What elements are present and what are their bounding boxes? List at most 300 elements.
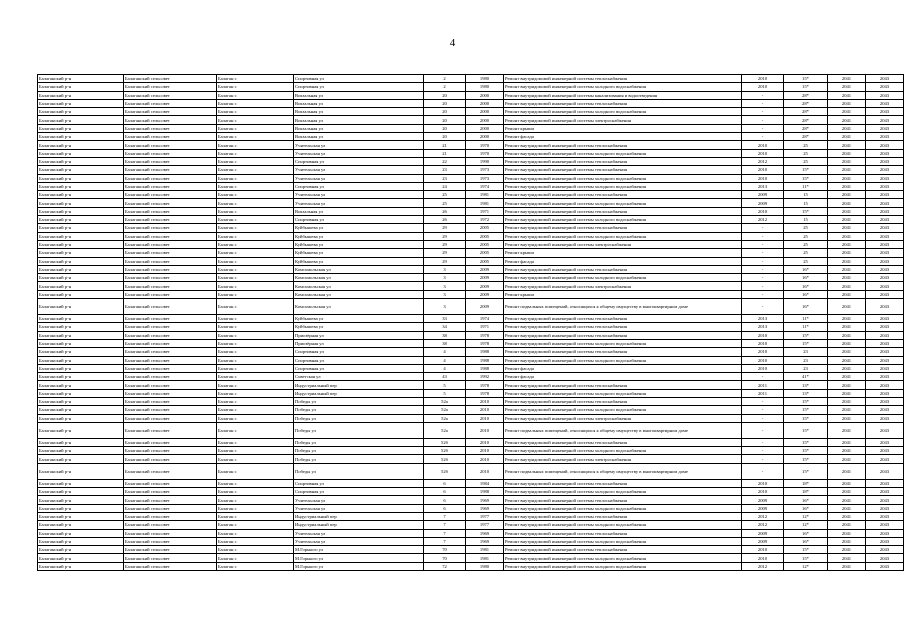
- wear-percent-cell: 15*: [784, 207, 828, 215]
- district-cell: Балаганский р-н: [38, 274, 124, 282]
- plan-end-year-cell: 2043: [866, 315, 904, 323]
- district-cell: Балаганский р-н: [38, 207, 124, 215]
- table-row: [38, 182, 904, 190]
- street-cell: Победы ул: [294, 397, 424, 405]
- locality-cell: Балаган с: [217, 447, 294, 455]
- plan-end-year-cell: 2043: [866, 141, 904, 149]
- work-type-cell: Ремонт внутридомовой инженерной системы холодного водоснабжения: [504, 356, 742, 364]
- work-type-cell: Ремонт внутридомовой инженерной системы холодного водоснабжения: [504, 554, 742, 562]
- settlement-cell: Балаганский сельсовет: [124, 240, 217, 248]
- last-repair-year-cell: 2010: [742, 174, 784, 182]
- house-number-cell: 6: [424, 488, 466, 496]
- locality-cell: Балаган с: [217, 75, 294, 83]
- settlement-cell: Балаганский сельсовет: [124, 397, 217, 405]
- house-number-cell: 52а: [424, 397, 466, 405]
- wear-percent-cell: 16*: [784, 504, 828, 512]
- street-cell: Индустриальный пер: [294, 512, 424, 520]
- house-number-cell: 22: [424, 157, 466, 165]
- house-number-cell: 52а: [424, 422, 466, 438]
- settlement-cell: Балаганский сельсовет: [124, 257, 217, 265]
- table-row: [38, 512, 904, 520]
- plan-start-year-cell: 2041: [828, 455, 866, 463]
- district-cell: Балаганский р-н: [38, 339, 124, 347]
- year-built-cell: 1988: [466, 348, 504, 356]
- settlement-cell: Балаганский сельсовет: [124, 274, 217, 282]
- district-cell: Балаганский р-н: [38, 512, 124, 520]
- house-number-cell: 7: [424, 537, 466, 545]
- street-cell: Учительская ул: [294, 529, 424, 537]
- locality-cell: Балаган с: [217, 422, 294, 438]
- table-row: [38, 124, 904, 132]
- plan-start-year-cell: 2041: [828, 166, 866, 174]
- house-number-cell: 2: [424, 75, 466, 83]
- plan-start-year-cell: 2041: [828, 108, 866, 116]
- wear-percent-cell: 28*: [784, 116, 828, 124]
- plan-start-year-cell: 2041: [828, 199, 866, 207]
- last-repair-year-cell: 2012: [742, 157, 784, 165]
- district-cell: Балаганский р-н: [38, 348, 124, 356]
- table-row: [38, 463, 904, 479]
- table-body: [38, 75, 904, 571]
- work-type-cell: Ремонт внутридомовой инженерной системы холодного водоснабжения: [504, 562, 742, 570]
- plan-end-year-cell: 2043: [866, 274, 904, 282]
- table-row: [38, 290, 904, 298]
- plan-start-year-cell: 2041: [828, 224, 866, 232]
- plan-start-year-cell: 2041: [828, 463, 866, 479]
- plan-end-year-cell: 2043: [866, 504, 904, 512]
- plan-end-year-cell: 2043: [866, 438, 904, 446]
- district-cell: Балаганский р-н: [38, 463, 124, 479]
- plan-end-year-cell: 2043: [866, 108, 904, 116]
- table-row: [38, 299, 904, 315]
- table-row: [38, 166, 904, 174]
- table-row: [38, 397, 904, 405]
- last-repair-year-cell: -: [742, 463, 784, 479]
- wear-percent-cell: 15*: [784, 414, 828, 422]
- settlement-cell: Балаганский сельсовет: [124, 496, 217, 504]
- plan-start-year-cell: 2041: [828, 75, 866, 83]
- street-cell: Спортивная ул: [294, 83, 424, 91]
- plan-start-year-cell: 2041: [828, 479, 866, 487]
- plan-start-year-cell: 2041: [828, 397, 866, 405]
- year-built-cell: 2000: [466, 133, 504, 141]
- locality-cell: Балаган с: [217, 562, 294, 570]
- plan-start-year-cell: 2041: [828, 274, 866, 282]
- settlement-cell: Балаганский сельсовет: [124, 537, 217, 545]
- plan-end-year-cell: 2043: [866, 414, 904, 422]
- settlement-cell: Балаганский сельсовет: [124, 348, 217, 356]
- plan-end-year-cell: 2043: [866, 257, 904, 265]
- last-repair-year-cell: -: [742, 265, 784, 273]
- house-number-cell: 52б: [424, 438, 466, 446]
- street-cell: Индустриальный пер: [294, 389, 424, 397]
- district-cell: Балаганский р-н: [38, 381, 124, 389]
- table-row: [38, 224, 904, 232]
- table-row: [38, 249, 904, 257]
- district-cell: Балаганский р-н: [38, 166, 124, 174]
- year-built-cell: 1988: [466, 488, 504, 496]
- locality-cell: Балаган с: [217, 124, 294, 132]
- street-cell: Вокзальная ул: [294, 207, 424, 215]
- work-type-cell: Ремонт внутридомовой инженерной системы электроснабжения: [504, 116, 742, 124]
- last-repair-year-cell: 2012: [742, 512, 784, 520]
- district-cell: Балаганский р-н: [38, 447, 124, 455]
- settlement-cell: Балаганский сельсовет: [124, 529, 217, 537]
- district-cell: Балаганский р-н: [38, 199, 124, 207]
- plan-start-year-cell: 2041: [828, 438, 866, 446]
- locality-cell: Балаган с: [217, 356, 294, 364]
- plan-start-year-cell: 2041: [828, 191, 866, 199]
- last-repair-year-cell: -: [742, 447, 784, 455]
- table-row: [38, 240, 904, 248]
- year-built-cell: 2010: [466, 397, 504, 405]
- wear-percent-cell: 13*: [784, 389, 828, 397]
- house-number-cell: 4: [424, 364, 466, 372]
- table-row: [38, 339, 904, 347]
- table-row: [38, 389, 904, 397]
- plan-end-year-cell: 2043: [866, 265, 904, 273]
- table-row: [38, 438, 904, 446]
- house-number-cell: 52б: [424, 447, 466, 455]
- work-type-cell: Ремонт внутридомовой инженерной системы канализования и водоотведения: [504, 91, 742, 99]
- table-row: [38, 133, 904, 141]
- locality-cell: Балаган с: [217, 257, 294, 265]
- work-type-cell: Ремонт внутридомовой инженерной системы холодного водоснабжения: [504, 406, 742, 414]
- last-repair-year-cell: 2010: [742, 348, 784, 356]
- plan-start-year-cell: 2041: [828, 339, 866, 347]
- table-row: [38, 504, 904, 512]
- last-repair-year-cell: -: [742, 290, 784, 298]
- house-number-cell: 25: [424, 191, 466, 199]
- last-repair-year-cell: 2010: [742, 488, 784, 496]
- house-number-cell: 33: [424, 315, 466, 323]
- wear-percent-cell: 15*: [784, 406, 828, 414]
- work-type-cell: Ремонт внутридомовой инженерной системы холодного водоснабжения: [504, 108, 742, 116]
- table-row: [38, 91, 904, 99]
- locality-cell: Балаган с: [217, 537, 294, 545]
- settlement-cell: Балаганский сельсовет: [124, 562, 217, 570]
- locality-cell: Балаган с: [217, 389, 294, 397]
- last-repair-year-cell: 2010: [742, 554, 784, 562]
- last-repair-year-cell: -: [742, 373, 784, 381]
- work-type-cell: Ремонт внутридомовой инженерной системы теплоснабжения: [504, 99, 742, 107]
- plan-start-year-cell: 2041: [828, 381, 866, 389]
- house-number-cell: 21: [424, 149, 466, 157]
- wear-percent-cell: 25: [784, 240, 828, 248]
- house-number-cell: 3: [424, 265, 466, 273]
- house-number-cell: 29: [424, 240, 466, 248]
- locality-cell: Балаган с: [217, 463, 294, 479]
- plan-end-year-cell: 2043: [866, 282, 904, 290]
- last-repair-year-cell: -: [742, 240, 784, 248]
- street-cell: Комсомольская ул: [294, 282, 424, 290]
- last-repair-year-cell: 2010: [742, 83, 784, 91]
- house-number-cell: 7: [424, 529, 466, 537]
- year-built-cell: 2000: [466, 124, 504, 132]
- work-type-cell: Ремонт крыши: [504, 290, 742, 298]
- last-repair-year-cell: 2009: [742, 529, 784, 537]
- house-number-cell: 29: [424, 257, 466, 265]
- work-type-cell: Ремонт внутридомовой инженерной системы теплоснабжения: [504, 323, 742, 331]
- street-cell: Вокзальная ул: [294, 108, 424, 116]
- work-type-cell: Ремонт подвальных помещений, относящихся к общему имуществу в многоквартирном доме: [504, 463, 742, 479]
- house-number-cell: 5: [424, 381, 466, 389]
- plan-end-year-cell: 2043: [866, 339, 904, 347]
- wear-percent-cell: 16*: [784, 282, 828, 290]
- last-repair-year-cell: 2010: [742, 331, 784, 339]
- plan-start-year-cell: 2041: [828, 562, 866, 570]
- district-cell: Балаганский р-н: [38, 91, 124, 99]
- last-repair-year-cell: 2012: [742, 521, 784, 529]
- district-cell: Балаганский р-н: [38, 149, 124, 157]
- table-row: [38, 529, 904, 537]
- street-cell: Победы ул: [294, 422, 424, 438]
- district-cell: Балаганский р-н: [38, 438, 124, 446]
- year-built-cell: 1977: [466, 512, 504, 520]
- table-row: [38, 157, 904, 165]
- plan-end-year-cell: 2043: [866, 199, 904, 207]
- last-repair-year-cell: -: [742, 438, 784, 446]
- year-built-cell: 1970: [466, 149, 504, 157]
- wear-percent-cell: 15*: [784, 463, 828, 479]
- street-cell: Куйбышева ул: [294, 240, 424, 248]
- settlement-cell: Балаганский сельсовет: [124, 249, 217, 257]
- last-repair-year-cell: -: [742, 422, 784, 438]
- district-cell: Балаганский р-н: [38, 323, 124, 331]
- work-type-cell: Ремонт фасада: [504, 133, 742, 141]
- work-type-cell: Ремонт внутридомовой инженерной системы холодного водоснабжения: [504, 447, 742, 455]
- house-number-cell: 72: [424, 562, 466, 570]
- district-cell: Балаганский р-н: [38, 406, 124, 414]
- house-number-cell: 3: [424, 299, 466, 315]
- work-type-cell: Ремонт внутридомовой инженерной системы теплоснабжения: [504, 75, 742, 83]
- settlement-cell: Балаганский сельсовет: [124, 356, 217, 364]
- settlement-cell: Балаганский сельсовет: [124, 381, 217, 389]
- last-repair-year-cell: -: [742, 257, 784, 265]
- table-row: [38, 381, 904, 389]
- street-cell: Учительская ул: [294, 141, 424, 149]
- house-number-cell: 23: [424, 166, 466, 174]
- district-cell: Балаганский р-н: [38, 157, 124, 165]
- year-built-cell: 2000: [466, 116, 504, 124]
- last-repair-year-cell: 2010: [742, 75, 784, 83]
- district-cell: Балаганский р-н: [38, 83, 124, 91]
- last-repair-year-cell: 2011: [742, 389, 784, 397]
- street-cell: Приозёрная ул: [294, 331, 424, 339]
- last-repair-year-cell: -: [742, 299, 784, 315]
- house-number-cell: 21: [424, 141, 466, 149]
- table-row: [38, 422, 904, 438]
- settlement-cell: Балаганский сельсовет: [124, 282, 217, 290]
- locality-cell: Балаган с: [217, 141, 294, 149]
- wear-percent-cell: 16*: [784, 529, 828, 537]
- settlement-cell: Балаганский сельсовет: [124, 447, 217, 455]
- year-built-cell: 1974: [466, 315, 504, 323]
- wear-percent-cell: 12*: [784, 512, 828, 520]
- wear-percent-cell: 25: [784, 157, 828, 165]
- plan-end-year-cell: 2043: [866, 529, 904, 537]
- plan-start-year-cell: 2041: [828, 414, 866, 422]
- year-built-cell: 2010: [466, 422, 504, 438]
- plan-start-year-cell: 2041: [828, 240, 866, 248]
- wear-percent-cell: 23: [784, 364, 828, 372]
- locality-cell: Балаган с: [217, 381, 294, 389]
- district-cell: Балаганский р-н: [38, 108, 124, 116]
- year-built-cell: 1980: [466, 83, 504, 91]
- district-cell: Балаганский р-н: [38, 133, 124, 141]
- house-number-cell: 29: [424, 249, 466, 257]
- plan-start-year-cell: 2041: [828, 299, 866, 315]
- wear-percent-cell: 13*: [784, 381, 828, 389]
- year-built-cell: 2005: [466, 249, 504, 257]
- street-cell: Вокзальная ул: [294, 116, 424, 124]
- plan-end-year-cell: 2043: [866, 381, 904, 389]
- plan-start-year-cell: 2041: [828, 124, 866, 132]
- table-row: [38, 116, 904, 124]
- work-type-cell: Ремонт внутридомовой инженерной системы холодного водоснабжения: [504, 274, 742, 282]
- street-cell: Вокзальная ул: [294, 133, 424, 141]
- plan-start-year-cell: 2041: [828, 265, 866, 273]
- locality-cell: Балаган с: [217, 108, 294, 116]
- plan-end-year-cell: 2043: [866, 356, 904, 364]
- work-type-cell: Ремонт внутридомовой инженерной системы теплоснабжения: [504, 166, 742, 174]
- plan-end-year-cell: 2043: [866, 397, 904, 405]
- settlement-cell: Балаганский сельсовет: [124, 504, 217, 512]
- street-cell: Куйбышева ул: [294, 257, 424, 265]
- work-type-cell: Ремонт внутридомовой инженерной системы теплоснабжения: [504, 331, 742, 339]
- house-number-cell: 24: [424, 182, 466, 190]
- year-built-cell: 2010: [466, 463, 504, 479]
- table-row: [38, 141, 904, 149]
- street-cell: Куйбышева ул: [294, 232, 424, 240]
- settlement-cell: Балаганский сельсовет: [124, 232, 217, 240]
- work-type-cell: Ремонт внутридомовой инженерной системы холодного водоснабжения: [504, 83, 742, 91]
- house-number-cell: 20: [424, 133, 466, 141]
- plan-end-year-cell: 2043: [866, 512, 904, 520]
- last-repair-year-cell: 2010: [742, 207, 784, 215]
- plan-end-year-cell: 2043: [866, 216, 904, 224]
- street-cell: Учительская ул: [294, 496, 424, 504]
- table-row: [38, 232, 904, 240]
- table-row: [38, 257, 904, 265]
- locality-cell: Балаган с: [217, 174, 294, 182]
- settlement-cell: Балаганский сельсовет: [124, 290, 217, 298]
- work-type-cell: Ремонт внутридомовой инженерной системы теплоснабжения: [504, 315, 742, 323]
- wear-percent-cell: 28*: [784, 99, 828, 107]
- work-type-cell: Ремонт внутридомовой инженерной системы холодного водоснабжения: [504, 182, 742, 190]
- district-cell: Балаганский р-н: [38, 182, 124, 190]
- settlement-cell: Балаганский сельсовет: [124, 108, 217, 116]
- year-built-cell: 2005: [466, 240, 504, 248]
- house-number-cell: 3: [424, 282, 466, 290]
- wear-percent-cell: 16*: [784, 290, 828, 298]
- locality-cell: Балаган с: [217, 529, 294, 537]
- wear-percent-cell: 15*: [784, 339, 828, 347]
- locality-cell: Балаган с: [217, 455, 294, 463]
- year-built-cell: 1969: [466, 529, 504, 537]
- district-cell: Балаганский р-н: [38, 554, 124, 562]
- district-cell: Балаганский р-н: [38, 455, 124, 463]
- district-cell: Балаганский р-н: [38, 537, 124, 545]
- table-row: [38, 356, 904, 364]
- table-row: [38, 414, 904, 422]
- year-built-cell: 1972: [466, 216, 504, 224]
- settlement-cell: Балаганский сельсовет: [124, 479, 217, 487]
- last-repair-year-cell: 2009: [742, 496, 784, 504]
- settlement-cell: Балаганский сельсовет: [124, 323, 217, 331]
- wear-percent-cell: 25: [784, 257, 828, 265]
- year-built-cell: 2010: [466, 438, 504, 446]
- district-cell: Балаганский р-н: [38, 397, 124, 405]
- district-cell: Балаганский р-н: [38, 414, 124, 422]
- settlement-cell: Балаганский сельсовет: [124, 216, 217, 224]
- settlement-cell: Балаганский сельсовет: [124, 438, 217, 446]
- street-cell: Спортивная ул: [294, 356, 424, 364]
- street-cell: Вокзальная ул: [294, 91, 424, 99]
- house-number-cell: 3: [424, 274, 466, 282]
- locality-cell: Балаган с: [217, 299, 294, 315]
- plan-end-year-cell: 2043: [866, 240, 904, 248]
- settlement-cell: Балаганский сельсовет: [124, 199, 217, 207]
- house-number-cell: 29: [424, 224, 466, 232]
- plan-end-year-cell: 2043: [866, 116, 904, 124]
- street-cell: Куйбышева ул: [294, 323, 424, 331]
- plan-end-year-cell: 2043: [866, 182, 904, 190]
- wear-percent-cell: 15: [784, 216, 828, 224]
- work-type-cell: Ремонт внутридомовой инженерной системы холодного водоснабжения: [504, 232, 742, 240]
- settlement-cell: Балаганский сельсовет: [124, 554, 217, 562]
- wear-percent-cell: 18*: [784, 479, 828, 487]
- locality-cell: Балаган с: [217, 339, 294, 347]
- street-cell: Победы ул: [294, 438, 424, 446]
- plan-end-year-cell: 2043: [866, 488, 904, 496]
- street-cell: Комсомольская ул: [294, 265, 424, 273]
- wear-percent-cell: 11*: [784, 315, 828, 323]
- year-built-cell: 1969: [466, 504, 504, 512]
- locality-cell: Балаган с: [217, 166, 294, 174]
- page-number: 4: [449, 37, 456, 49]
- district-cell: Балаганский р-н: [38, 174, 124, 182]
- work-type-cell: Ремонт фасада: [504, 364, 742, 372]
- table-row: [38, 149, 904, 157]
- plan-end-year-cell: 2043: [866, 537, 904, 545]
- wear-percent-cell: 41*: [784, 373, 828, 381]
- year-built-cell: 1984: [466, 479, 504, 487]
- year-built-cell: 1988: [466, 364, 504, 372]
- settlement-cell: Балаганский сельсовет: [124, 265, 217, 273]
- street-cell: Вокзальная ул: [294, 99, 424, 107]
- house-number-cell: 34: [424, 323, 466, 331]
- work-type-cell: Ремонт подвальных помещений, относящихся к общему имуществу в многоквартирном доме: [504, 299, 742, 315]
- year-built-cell: 2009: [466, 274, 504, 282]
- work-type-cell: Ремонт внутридомовой инженерной системы холодного водоснабжения: [504, 149, 742, 157]
- work-type-cell: Ремонт внутридомовой инженерной системы холодного водоснабжения: [504, 216, 742, 224]
- plan-start-year-cell: 2041: [828, 356, 866, 364]
- locality-cell: Балаган с: [217, 207, 294, 215]
- last-repair-year-cell: -: [742, 124, 784, 132]
- work-type-cell: Ремонт фасада: [504, 373, 742, 381]
- locality-cell: Балаган с: [217, 323, 294, 331]
- street-cell: Спортивная ул: [294, 488, 424, 496]
- plan-start-year-cell: 2041: [828, 141, 866, 149]
- house-number-cell: 5: [424, 389, 466, 397]
- table-row: [38, 364, 904, 372]
- work-type-cell: Ремонт фасада: [504, 257, 742, 265]
- locality-cell: Балаган с: [217, 83, 294, 91]
- plan-end-year-cell: 2043: [866, 323, 904, 331]
- table-row: [38, 75, 904, 83]
- house-number-cell: 26: [424, 207, 466, 215]
